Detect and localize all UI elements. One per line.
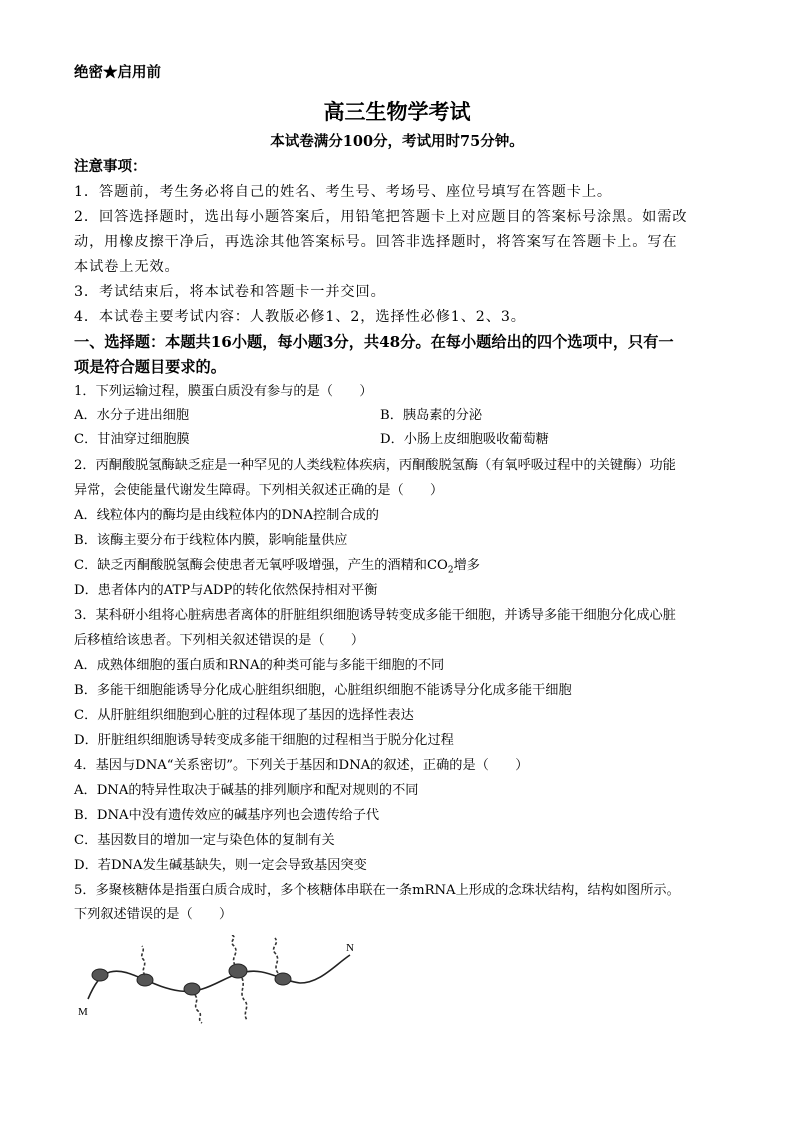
question-5-stem-cont: 下列叙述错误的是（ ） (74, 907, 233, 922)
question-2-stem: 2．丙酮酸脱氢酶缺乏症是一种罕见的人类线粒体疾病，丙酮酸脱氢酶（有氧呼吸过程中的关键酶）功能 (74, 458, 676, 473)
notes-heading: 注意事项： (74, 158, 147, 175)
note-line: 2．回答选择题时，选出每小题答案后，用铅笔把答题卡上对应题目的答案标号涂黑。如需改 (74, 209, 688, 225)
q3-option-a: A．成熟体细胞的蛋白质和RNA的种类可能与多能干细胞的不同 (74, 658, 445, 673)
q2-option-d: D．患者体内的ATP与ADP的转化依然保持相对平衡 (74, 583, 378, 598)
q4-option-c: C．基因数目的增加一定与染色体的复制有关 (74, 833, 335, 848)
peptide-chain-3 (232, 935, 236, 965)
q1-option-d: D．小肠上皮细胞吸收葡萄糖 (380, 432, 549, 447)
q4-option-d: D．若DNA发生碱基缺失，则一定会导致基因突变 (74, 858, 367, 873)
q1-option-a: A．水分子进出细胞 (74, 408, 190, 423)
q2-option-b: B．该酶主要分布于线粒体内膜，影响能量供应 (74, 533, 348, 548)
ribosome-3 (184, 983, 200, 995)
mrna-strand (88, 955, 350, 999)
ribosome-5 (275, 973, 291, 985)
label-m: M (78, 1006, 88, 1018)
label-n: N (346, 942, 354, 954)
q2-option-c: C．缺乏丙酮酸脱氢酶会使患者无氧呼吸增强，产生的酒精和$CO_2$增多 (74, 558, 480, 576)
q1-option-c: C．甘油穿过细胞膜 (74, 432, 190, 447)
question-3-stem-cont: 后移植给该患者。下列相关叙述错误的是（ ） (74, 633, 365, 648)
q3-option-c: C．从肝脏组织细胞到心脏的过程体现了基因的选择性表达 (74, 708, 414, 723)
ribosome-4 (229, 964, 247, 978)
section-heading: 一、选择题：本题共16小题，每小题3分，共48分。在每小题给出的四个选项中，只有一 (74, 333, 674, 351)
peptide-chain-4 (242, 978, 247, 1020)
note-line: 4．本试卷主要考试内容：人教版必修1、2，选择性必修1、2、3。 (74, 309, 526, 325)
ribosome-1 (92, 969, 108, 981)
exam-subtitle: 本试卷满分100分，考试用时75分钟。 (270, 133, 524, 150)
peptide-chain-1 (142, 946, 145, 975)
note-line: 本试卷上无效。 (74, 259, 180, 275)
exam-title: 高三生物学考试 (323, 100, 471, 124)
peptide-chain-2 (195, 995, 202, 1023)
note-line: 1．答题前，考生务必将自己的姓名、考生号、考场号、座位号填写在答题卡上。 (74, 184, 612, 200)
q3-option-d: D．肝脏组织细胞诱导转变成多能干细胞的过程相当于脱分化过程 (74, 733, 454, 748)
question-1-stem: 1．下列运输过程，膜蛋白质没有参与的是（ ） (74, 384, 373, 399)
q2-option-a: A．线粒体内的酶均是由线粒体内的DNA控制合成的 (74, 508, 379, 523)
note-line: 动，用橡皮擦干净后，再选涂其他答案标号。回答非选择题时，将答案写在答题卡上。写在 (74, 234, 678, 250)
polyribosome-figure (70, 935, 370, 1025)
confidential-label: 绝密★启用前 (74, 64, 161, 81)
peptide-chain-5 (274, 938, 278, 973)
note-line: 3．考试结束后，将本试卷和答题卡一并交回。 (74, 284, 386, 300)
question-3-stem: 3．某科研小组将心脏病患者离体的肝脏组织细胞诱导转变成多能干细胞，并诱导多能干细胞分化成心脏 (74, 608, 676, 623)
q4-option-a: A．DNA的特异性取决于碱基的排列顺序和配对规则的不同 (74, 783, 419, 798)
q4-option-b: B．DNA中没有遗传效应的碱基序列也会遗传给子代 (74, 808, 380, 823)
question-4-stem: 4．基因与DNA“关系密切”。下列关于基因和DNA的叙述，正确的是（ ） (74, 758, 529, 773)
q3-option-b: B．多能干细胞能诱导分化成心脏组织细胞，心脏组织细胞不能诱导分化成多能干细胞 (74, 683, 572, 698)
q1-option-b: B．胰岛素的分泌 (380, 408, 483, 423)
question-5-stem: 5．多聚核糖体是指蛋白质合成时，多个核糖体串联在一条mRNA上形成的念珠状结构，结构如图所示。 (74, 883, 680, 898)
ribosome-2 (137, 974, 153, 986)
question-2-stem-cont: 异常，会使能量代谢发生障碍。下列相关叙述正确的是（ ） (74, 483, 444, 498)
section-heading-cont: 项是符合题目要求的。 (74, 358, 226, 376)
